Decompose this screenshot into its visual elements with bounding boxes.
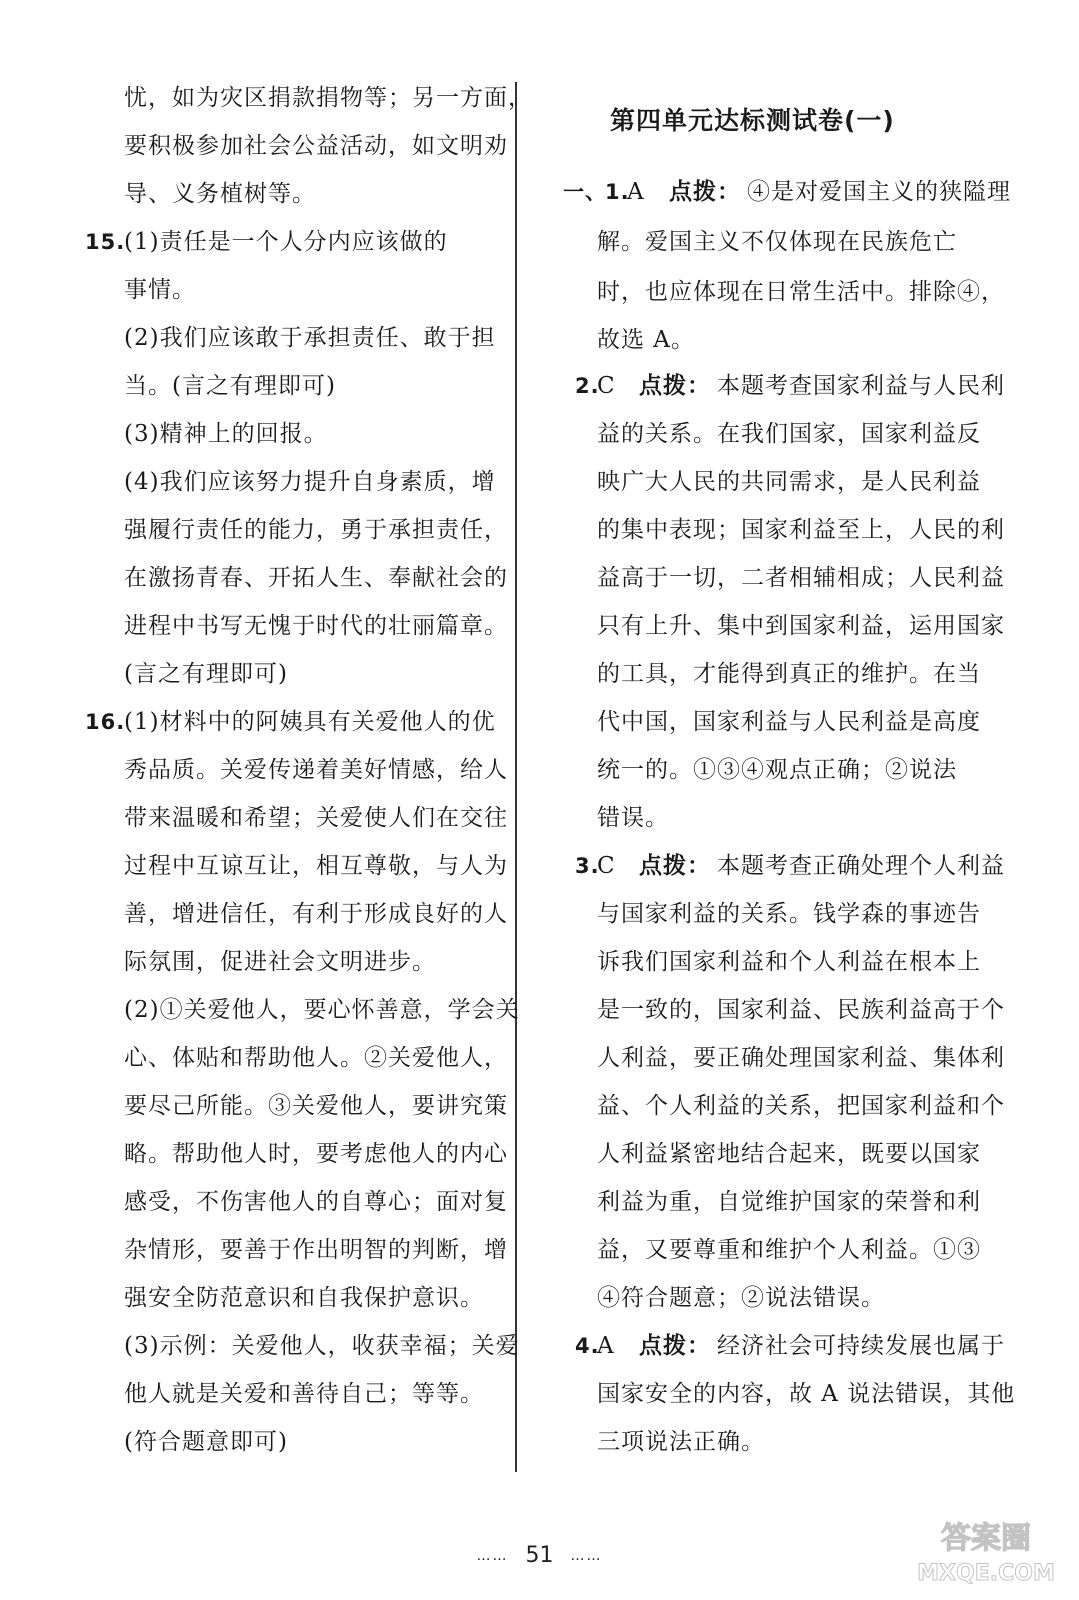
text-line: (2)我们应该敢于承担责任、敢于担 bbox=[124, 325, 496, 351]
column-divider bbox=[515, 82, 517, 1472]
text-line: 是一致的，国家利益、民族利益高于个 bbox=[597, 997, 1005, 1023]
watermark-logo bbox=[911, 1510, 1061, 1588]
text-line: 善，增进信任，有利于形成良好的人 bbox=[124, 901, 508, 927]
text-line: 益的关系。在我们国家，国家利益反 bbox=[597, 421, 981, 447]
text-line: 与国家利益的关系。钱学森的事迹告 bbox=[597, 901, 981, 927]
text-line: 心、体贴和帮助他人。②关爱他人， bbox=[124, 1045, 508, 1071]
section-title: 第四单元达标测试卷(一) bbox=[610, 106, 895, 135]
text-line: 要积极参加社会公益活动，如文明劝 bbox=[124, 133, 508, 159]
question-number-16: 16. bbox=[85, 710, 126, 734]
text-line: (3)示例：关爱他人，收获幸福；关爱 bbox=[124, 1333, 520, 1359]
page-dots-left: …… bbox=[476, 1548, 509, 1564]
text-line: 错误。 bbox=[597, 805, 669, 831]
text-line: 人利益，要正确处理国家利益、集体利 bbox=[597, 1045, 1005, 1071]
question-number-15: 15. bbox=[85, 230, 126, 254]
section-number: 一、 bbox=[563, 180, 607, 204]
text-line: ④符合题意；②说法错误。 bbox=[597, 1285, 885, 1311]
page-number-value: 51 bbox=[525, 1543, 554, 1568]
watermark-url: MXQE.COM bbox=[917, 1561, 1055, 1586]
text-line: 国家安全的内容，故 A 说法错误，其他 bbox=[597, 1381, 1016, 1407]
text-line: (符合题意即可) bbox=[124, 1429, 288, 1455]
text-line: 的工具，才能得到真正的维护。在当 bbox=[597, 661, 981, 687]
text-line: 际氛围，促进社会文明进步。 bbox=[124, 949, 436, 975]
hint-label: 点拨： bbox=[639, 1333, 711, 1359]
answer-letter: C bbox=[597, 853, 616, 879]
text-line: ④是对爱国主义的狭隘理 bbox=[747, 179, 1011, 205]
text-line: (1)责任是一个人分内应该做的 bbox=[124, 229, 448, 255]
text-line: 本题考查国家利益与人民利 bbox=[717, 373, 1005, 399]
question-number-1: 1. bbox=[605, 180, 630, 204]
text-line: 秀品质。关爱传递着美好情感，给人 bbox=[124, 757, 508, 783]
text-line: 导、义务植树等。 bbox=[124, 181, 316, 207]
text-line: 人利益紧密地结合起来，既要以国家 bbox=[597, 1141, 981, 1167]
answer-letter: C bbox=[597, 373, 616, 399]
text-line: 忧，如为灾区捐款捐物等；另一方面， bbox=[124, 85, 532, 111]
text-line: 当。(言之有理即可) bbox=[124, 373, 336, 399]
hint-label: 点拨： bbox=[639, 373, 711, 399]
page-dots-right: …… bbox=[570, 1548, 603, 1564]
text-line: 杂情形，要善于作出明智的判断，增 bbox=[124, 1237, 508, 1263]
text-line: 带来温暖和希望；关爱使人们在交往 bbox=[124, 805, 508, 831]
text-line: 的集中表现；国家利益至上，人民的利 bbox=[597, 517, 1005, 543]
text-line: 益高于一切，二者相辅相成；人民利益 bbox=[597, 565, 1005, 591]
text-line: 过程中互谅互让，相互尊敬，与人为 bbox=[124, 853, 508, 879]
text-line: 感受，不伤害他人的自尊心；面对复 bbox=[124, 1189, 508, 1215]
text-line: 故选 A。 bbox=[597, 327, 695, 353]
text-line: 诉我们国家利益和个人利益在根本上 bbox=[597, 949, 981, 975]
text-line: 益、个人利益的关系，把国家利益和个 bbox=[597, 1093, 1005, 1119]
text-line: (1)材料中的阿姨具有关爱他人的优 bbox=[124, 709, 496, 735]
answer-letter: A bbox=[597, 1333, 615, 1359]
text-line: 在激扬青春、开拓人生、奉献社会的 bbox=[124, 565, 508, 591]
text-line: 强履行责任的能力，勇于承担责任， bbox=[124, 517, 508, 543]
text-line: (2)①关爱他人，要心怀善意，学会关 bbox=[124, 997, 520, 1023]
question-number-4: 4. bbox=[575, 1334, 600, 1358]
text-line: (3)精神上的回报。 bbox=[124, 421, 328, 447]
hint-label: 点拨： bbox=[669, 179, 741, 205]
watermark-text: 答案圈 bbox=[941, 1521, 1031, 1556]
text-line: 三项说法正确。 bbox=[597, 1429, 765, 1455]
hint-label: 点拨： bbox=[639, 853, 711, 879]
text-line: 代中国，国家利益与人民利益是高度 bbox=[597, 709, 981, 735]
text-line: 事情。 bbox=[124, 277, 196, 303]
text-line: 益，又要尊重和维护个人利益。①③ bbox=[597, 1237, 981, 1263]
text-line: 统一的。①③④观点正确；②说法 bbox=[597, 757, 957, 783]
text-line: 经济社会可持续发展也属于 bbox=[717, 1333, 1005, 1359]
text-line: (4)我们应该努力提升自身素质，增 bbox=[124, 469, 496, 495]
answer-letter: A bbox=[627, 179, 645, 205]
text-line: 强安全防范意识和自我保护意识。 bbox=[124, 1285, 484, 1311]
text-line: 他人就是关爱和善待自己；等等。 bbox=[124, 1381, 484, 1407]
text-line: 时，也应体现在日常生活中。排除④， bbox=[597, 279, 1005, 305]
text-line: 映广大人民的共同需求，是人民利益 bbox=[597, 469, 981, 495]
text-line: 要尽己所能。③关爱他人，要讲究策 bbox=[124, 1093, 508, 1119]
text-line: 略。帮助他人时，要考虑他人的内心 bbox=[124, 1141, 508, 1167]
question-number-2: 2. bbox=[575, 374, 600, 398]
text-line: 进程中书写无愧于时代的壮丽篇章。 bbox=[124, 613, 508, 639]
question-number-3: 3. bbox=[575, 854, 600, 878]
text-line: 利益为重，自觉维护国家的荣誉和利 bbox=[597, 1189, 981, 1215]
text-line: 解。爱国主义不仅体现在民族危亡 bbox=[597, 229, 957, 255]
text-line: 只有上升、集中到国家利益，运用国家 bbox=[597, 613, 1005, 639]
text-line: 本题考查正确处理个人利益 bbox=[717, 853, 1005, 879]
text-line: (言之有理即可) bbox=[124, 661, 288, 687]
